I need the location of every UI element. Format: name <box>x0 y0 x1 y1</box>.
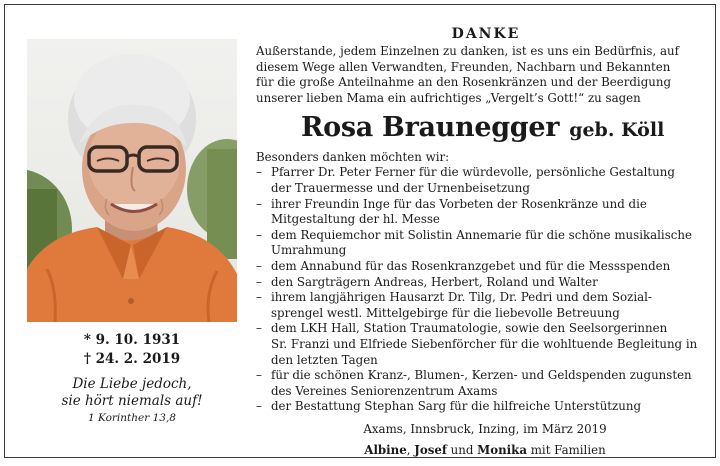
thanks-item-line: der Bestattung Stephan Sarg für die hilfreiche Unterstützung <box>271 399 642 414</box>
thanks-item-line: Mitgestaltung der hl. Messe <box>271 212 440 227</box>
thanks-list <box>256 165 702 415</box>
intro-line: Außerstande, jedem Einzelnen zu danken, ist es uns ein Bedürfnis, auf <box>256 44 679 58</box>
thanks-item <box>256 290 702 321</box>
memorial-quote <box>27 376 237 410</box>
birth-name: geb. Köll <box>569 119 665 142</box>
family-signature <box>256 442 702 458</box>
intro-line: diesem Wege allen Verwandten, Freunden, Nachbarn und Bekannten <box>256 59 671 74</box>
death-date: † 24. 2. 2019 <box>83 351 181 367</box>
family-suffix: mit Familien <box>526 442 606 457</box>
family-name-3: Monika <box>477 442 527 457</box>
thanks-item <box>256 197 702 228</box>
intro-line: unserer lieben Mama ein aufrichtiges „Vergelt’s Gott!“ zu sagen <box>256 90 641 105</box>
thanks-item-line: den letzten Tagen <box>271 352 378 367</box>
list-dash: – <box>256 165 262 180</box>
life-dates <box>27 331 237 369</box>
thanks-item-line: der Trauermesse und der Urnenbeisetzung <box>271 180 530 195</box>
thanks-item <box>256 399 702 415</box>
list-dash: – <box>256 274 262 289</box>
list-dash: – <box>256 227 262 242</box>
list-dash: – <box>256 196 262 211</box>
intro-paragraph <box>256 44 702 106</box>
quote-line-1: Die Liebe jedoch, <box>72 376 192 392</box>
thanks-item <box>256 275 702 291</box>
intro-line: für die große Anteilnahme an den Rosenkränzen und der Beerdigung <box>256 75 671 90</box>
list-dash: – <box>256 258 262 273</box>
thanks-item-line: dem Requiemchor mit Solistin Annemarie für die schöne musikalische <box>271 227 692 242</box>
portrait-illustration <box>27 39 237 322</box>
thanks-item <box>256 165 702 196</box>
thanks-item-line: Pfarrer Dr. Peter Ferner für die würdevolle, persönliche Gestaltung <box>271 165 675 180</box>
family-sep-2: und <box>446 442 478 457</box>
thanks-item <box>256 259 702 275</box>
family-sep-1: , <box>406 442 415 457</box>
thanks-item-line: Sr. Franzi und Elfriede Siebenförcher für die wohltuende Begleitung in <box>271 336 698 351</box>
thanks-item-line: den Sargträgern Andreas, Herbert, Roland und Walter <box>271 274 598 289</box>
list-dash: – <box>256 290 262 305</box>
family-name-1: Albine <box>364 442 407 457</box>
heading: DANKE <box>451 26 521 42</box>
thanks-item-line: für die schönen Kranz-, Blumen-, Kerzen- und Geldspenden zugunsten <box>271 368 692 383</box>
portrait-photo <box>27 39 237 322</box>
family-name-2: Josef <box>414 442 447 457</box>
thanks-item <box>256 368 702 399</box>
thanks-item-line: Umrahmung <box>271 243 347 258</box>
thanks-item-line: des Vereines Seniorenzentrum Axams <box>271 383 498 398</box>
place-and-date: Axams, Innsbruck, Inzing, im März 2019 <box>363 421 607 436</box>
deceased-name: Rosa Braunegger <box>301 112 560 144</box>
thanks-text <box>256 25 702 458</box>
special-thanks-intro: Besonders danken möchten wir: <box>256 150 450 165</box>
birth-date: * 9. 10. 1931 <box>83 332 181 348</box>
thanks-item-line: ihrem langjährigen Hausarzt Dr. Tilg, Dr. Pedri und dem Sozial- <box>271 290 652 305</box>
list-dash: – <box>256 321 262 336</box>
quote-line-2: sie hört niemals auf! <box>61 393 203 409</box>
thanks-item <box>256 228 702 259</box>
quote-reference: 1 Korinther 13,8 <box>88 412 176 424</box>
list-dash: – <box>256 399 262 414</box>
obituary-card <box>4 4 716 458</box>
thanks-item <box>256 321 702 368</box>
thanks-item-line: dem LKH Hall, Station Traumatologie, sowie den Seelsorgerinnen <box>271 321 668 336</box>
thanks-item-line: sprengel westl. Mittelgebirge für die liebevolle Betreuung <box>271 305 620 320</box>
thanks-item-line: dem Annabund für das Rosenkranzgebet und für die Messspenden <box>271 258 671 273</box>
list-dash: – <box>256 368 262 383</box>
deceased-name-line <box>301 113 702 146</box>
thanks-item-line: ihrer Freundin Inge für das Vorbeten der Rosenkränze und die <box>271 196 647 211</box>
